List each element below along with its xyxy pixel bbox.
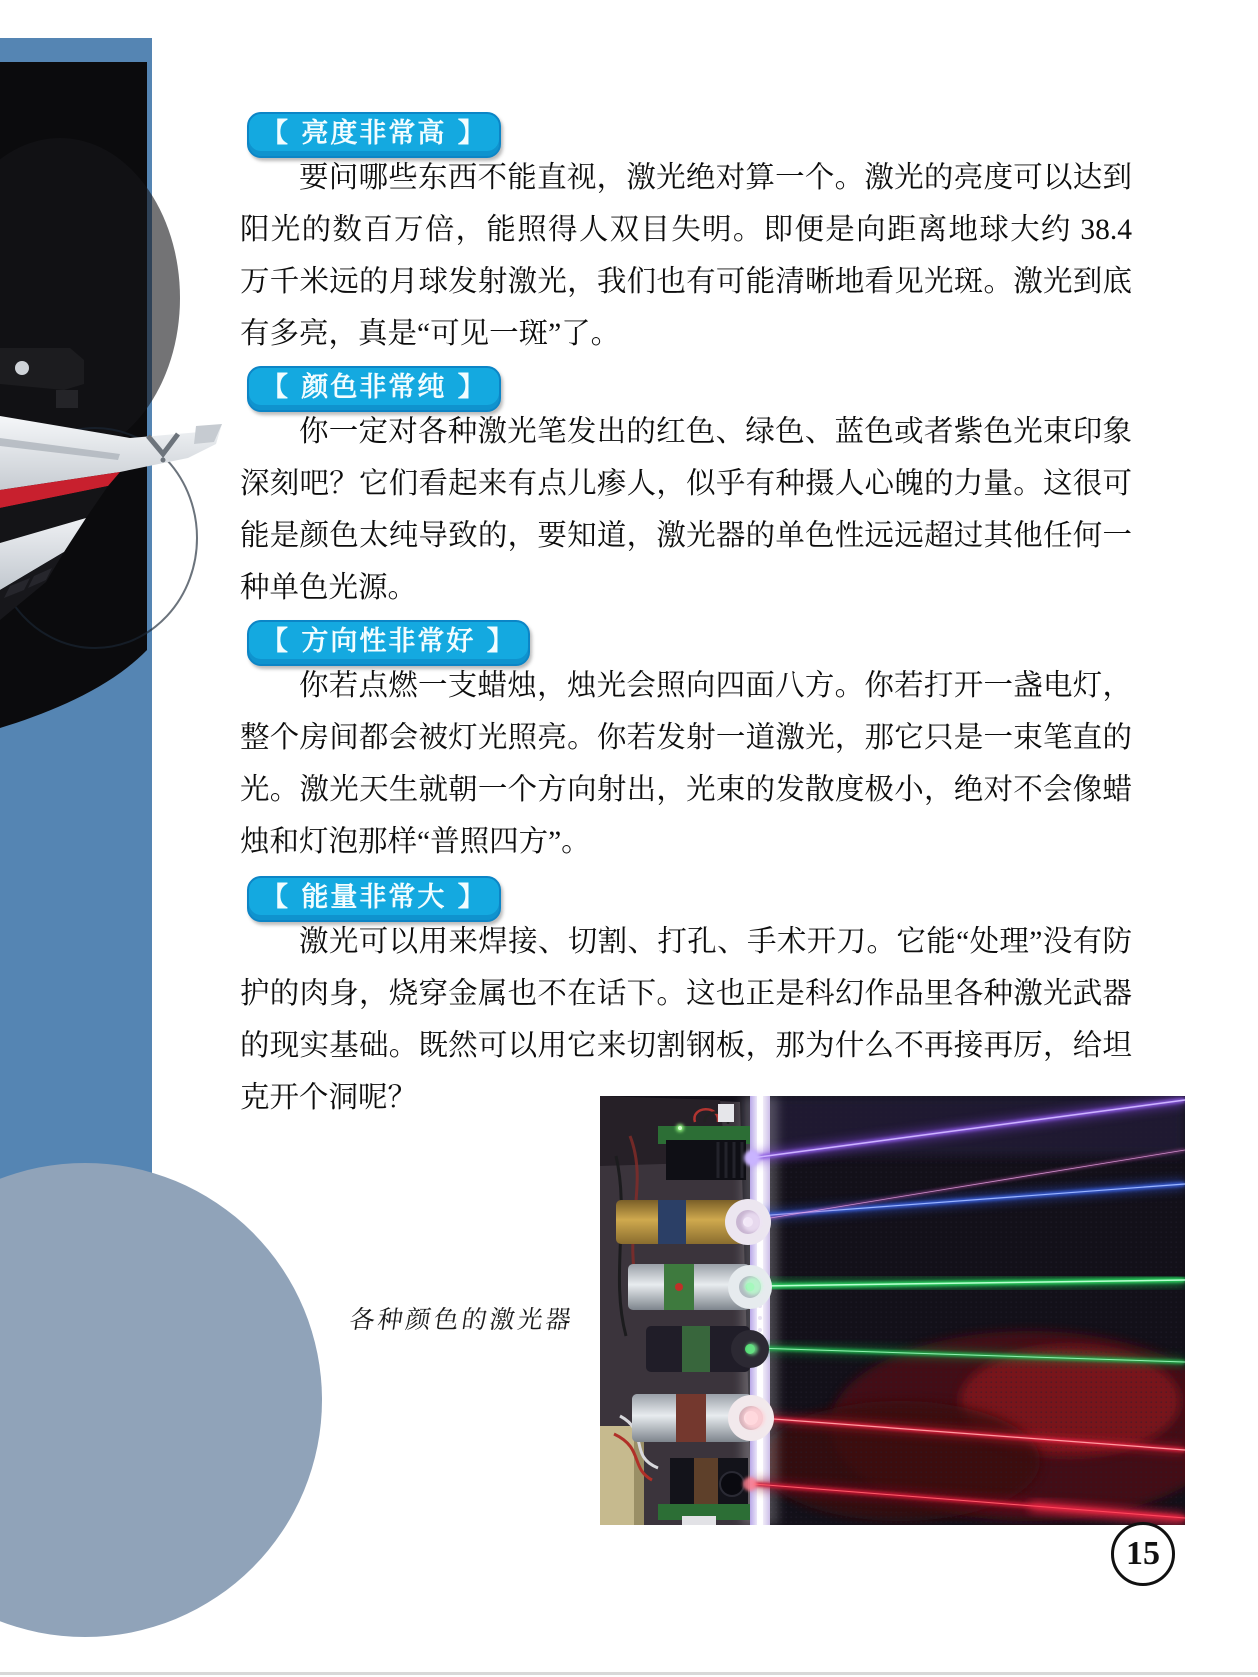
pill-label: 【 亮度非常高 】 — [261, 118, 487, 149]
page-number-badge — [1111, 1522, 1175, 1586]
photo-caption: 各种颜色的激光器 — [347, 1305, 576, 1334]
left-decor-column — [0, 38, 235, 1180]
pill-label: 【 颜色非常纯 】 — [261, 372, 487, 403]
pill-label: 【 方向性非常好 】 — [261, 626, 516, 657]
decor-circle — [0, 1163, 322, 1637]
page-bottom-edge — [0, 1672, 1258, 1675]
paragraph-directionality: 你若点燃一支蜡烛，烛光会照向四面八方。你若打开一盏电灯，整个房间都会被灯光照亮。你若发射一道激光，那它只是一束笔直的光。激光天生就朝一个方向射出，光束的发散度极小，绝对不会像蜡烛和灯泡那样“普照四方”。 — [240, 670, 1132, 858]
laser-module-deep-red — [658, 1458, 757, 1525]
laser-pointer-silver-green — [628, 1264, 772, 1310]
laser-pointer-silver-red — [632, 1394, 774, 1442]
page-number: 15 — [1126, 1535, 1160, 1572]
laser-pointer-dark-green — [646, 1326, 769, 1372]
laser-pointers-photo — [600, 1096, 1185, 1525]
paragraph-energy: 激光可以用来焊接、切割、打孔、手术开刀。它能“处理”没有防护的肉身，烧穿金属也不在话下。这也正是科幻作品里各种激光武器的现实基础。既然可以用它来切割钢板，那为什么不再接再厉，给坦克开个洞呢？ — [240, 926, 1132, 1114]
pill-label: 【 能量非常大 】 — [261, 882, 487, 913]
paragraph-brightness: 要问哪些东西不能直视，激光绝对算一个。激光的亮度可以达到阳光的数百万倍，能照得人双目失明。即便是向距离地球大约 38.4 万千米远的月球发射激光，我们也有可能清晰地看见光斑。激光到底有多亮，真是“可见一斑”了。 — [240, 162, 1132, 350]
laser-gun-photo — [0, 38, 235, 1180]
paragraph-color-purity: 你一定对各种激光笔发出的红色、绿色、蓝色或者紫色光束印象深刻吧？它们看起来有点儿瘆人，似乎有种摄人心魄的力量。这很可能是颜色太纯导致的，要知道，激光器的单色性远远超过其他任何一种单色光源。 — [240, 416, 1132, 604]
laser-pointer-gold — [616, 1199, 771, 1245]
